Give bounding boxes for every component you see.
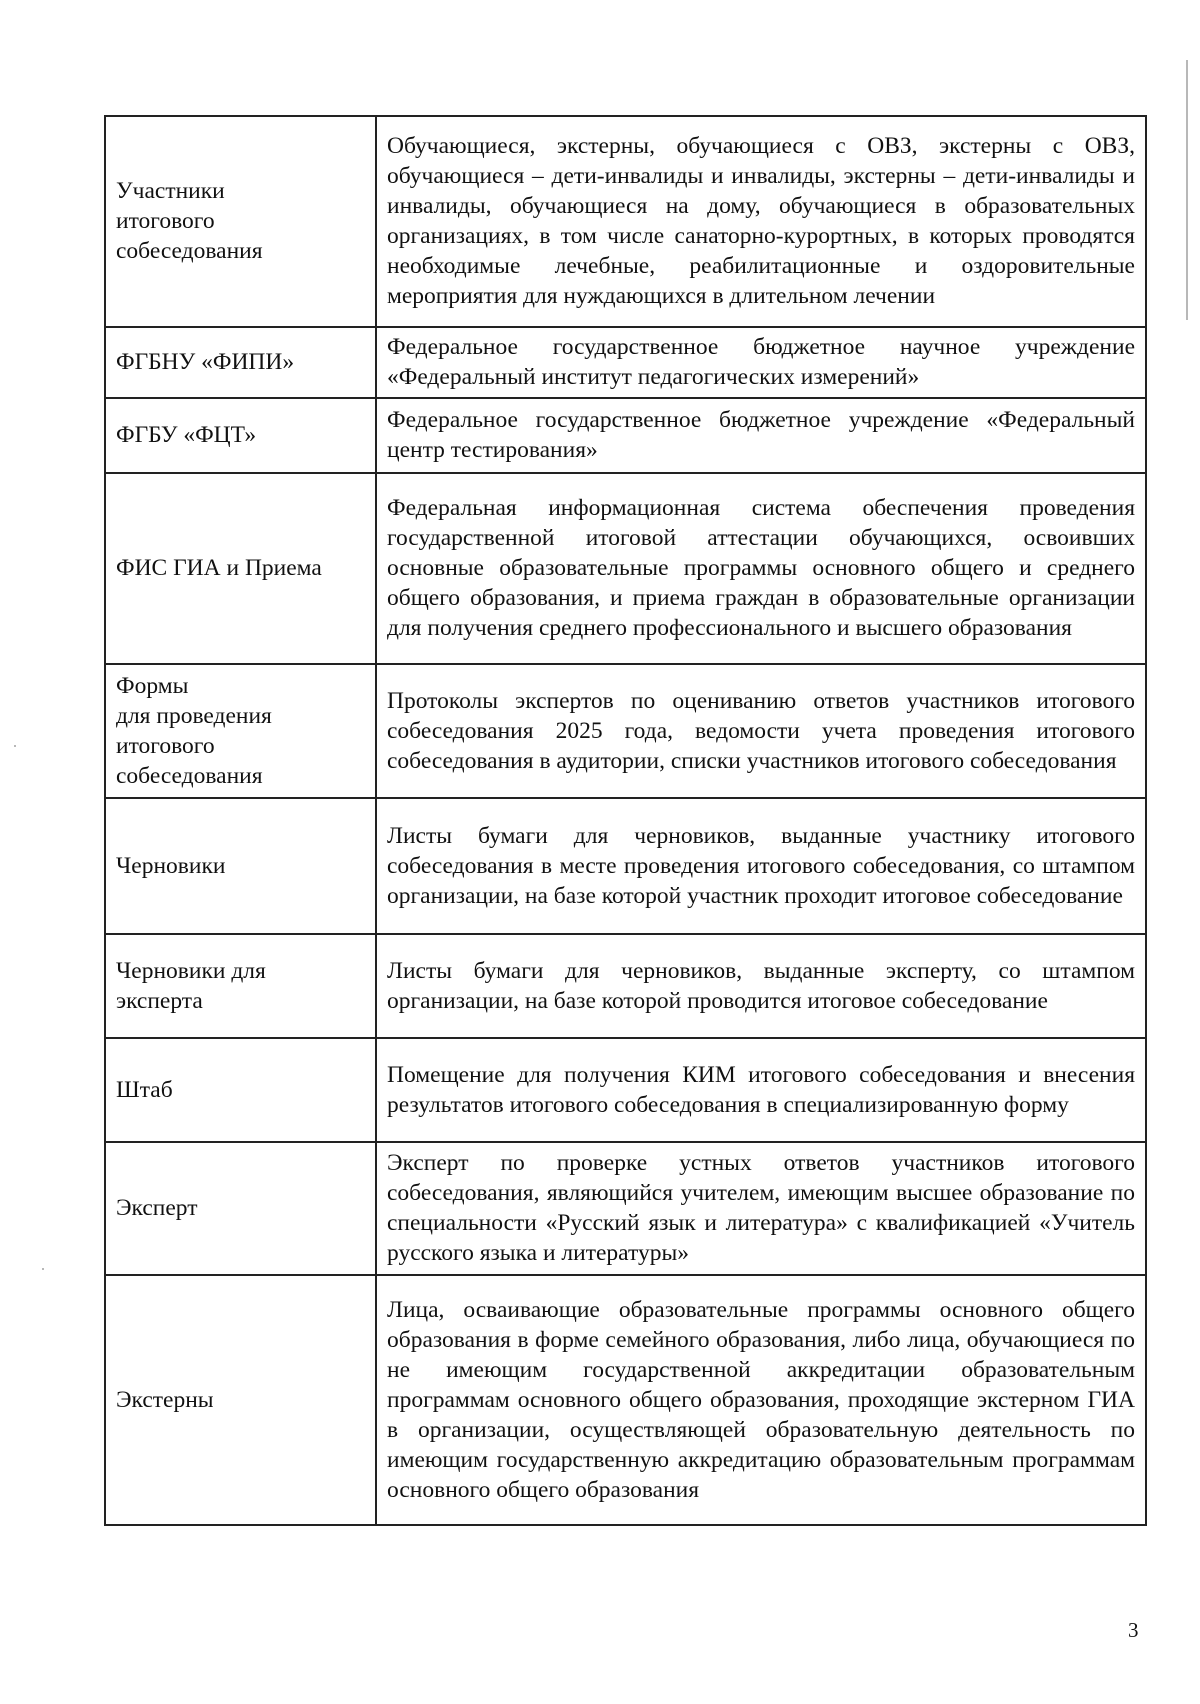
table-row [105,798,1146,934]
definition-cell: Помещение для получения КИМ итогового собеседования и внесения результатов итогового собеседования в специализированную форму [376,1038,1146,1142]
page-number: 3 [1128,1618,1139,1642]
definition-cell: Листы бумаги для черновиков, выданные участнику итогового собеседования в месте проведения итогового собеседования, со штампом организации, на базе которой участник проходит итоговое собеседование [376,798,1146,934]
definition-cell: Федеральная информационная система обеспечения проведения государственной итоговой аттестации обучающихся, освоивших основные образовательные программы основного общего и среднего общего образования, и приема граждан в образовательные организации для получения среднего профессионального и высшего образования [376,473,1146,664]
table-row [105,664,1146,798]
table-row [105,1038,1146,1142]
definition-cell: Листы бумаги для черновиков, выданные эксперту, со штампом организации, на базе которой проводится итоговое собеседование [376,934,1146,1038]
definition-cell: Протоколы экспертов по оцениванию ответов участников итогового собеседования 2025 года, ведомости учета проведения итогового собеседования в аудитории, списки участников итогового собеседования [376,664,1146,798]
table-row [105,116,1146,327]
table-row [105,398,1146,473]
definition-cell: Федеральное государственное бюджетное научное учреждение «Федеральный институт педагогических измерений» [376,327,1146,398]
definition-cell: Обучающиеся, экстерны, обучающиеся с ОВЗ, экстерны с ОВЗ, обучающиеся – дети-инвалиды и инвалиды, экстерны – дети-инвалиды и инвалиды, обучающиеся на дому, обучающиеся в образовательных организациях, в том числе санаторно-курортных, в которых проводятся необходимые лечебные, реабилитационные и оздоровительные мероприятия для нуждающихся в длительном лечении [376,116,1146,327]
term-cell: Черновики для эксперта [105,934,376,1038]
terms-table-body [105,116,1146,1525]
term-cell: ФИС ГИА и Приема [105,473,376,664]
table-row [105,473,1146,664]
definition-cell: Лица, осваивающие образовательные программы основного общего образования в форме семейного образования, либо лица, обучающиеся по не имеющим государственной аккредитации образовательным программам основного общего образования, проходящие экстерном ГИА в организации, осуществляющей образовательную деятельность по имеющим государственную аккредитацию образовательным программам основного общего образования [376,1275,1146,1525]
terms-table [104,115,1147,1526]
term-cell: Экстерны [105,1275,376,1525]
scan-edge-mark [42,1268,44,1270]
term-cell: Формы для проведения итогового собеседования [105,664,376,798]
scan-edge-mark [1186,60,1188,320]
term-cell: Черновики [105,798,376,934]
term-cell: ФГБУ «ФЦТ» [105,398,376,473]
term-cell: Участники итогового собеседования [105,116,376,327]
definition-cell: Федеральное государственное бюджетное учреждение «Федеральный центр тестирования» [376,398,1146,473]
term-cell: ФГБНУ «ФИПИ» [105,327,376,398]
scan-edge-mark [14,745,16,747]
table-row [105,934,1146,1038]
table-row [105,1142,1146,1275]
table-row [105,1275,1146,1525]
term-cell: Эксперт [105,1142,376,1275]
definition-cell: Эксперт по проверке устных ответов участников итогового собеседования, являющийся учителем, имеющим высшее образование по специальности «Русский язык и литература» с квалификацией «Учитель русского языка и литературы» [376,1142,1146,1275]
table-row [105,327,1146,398]
term-cell: Штаб [105,1038,376,1142]
